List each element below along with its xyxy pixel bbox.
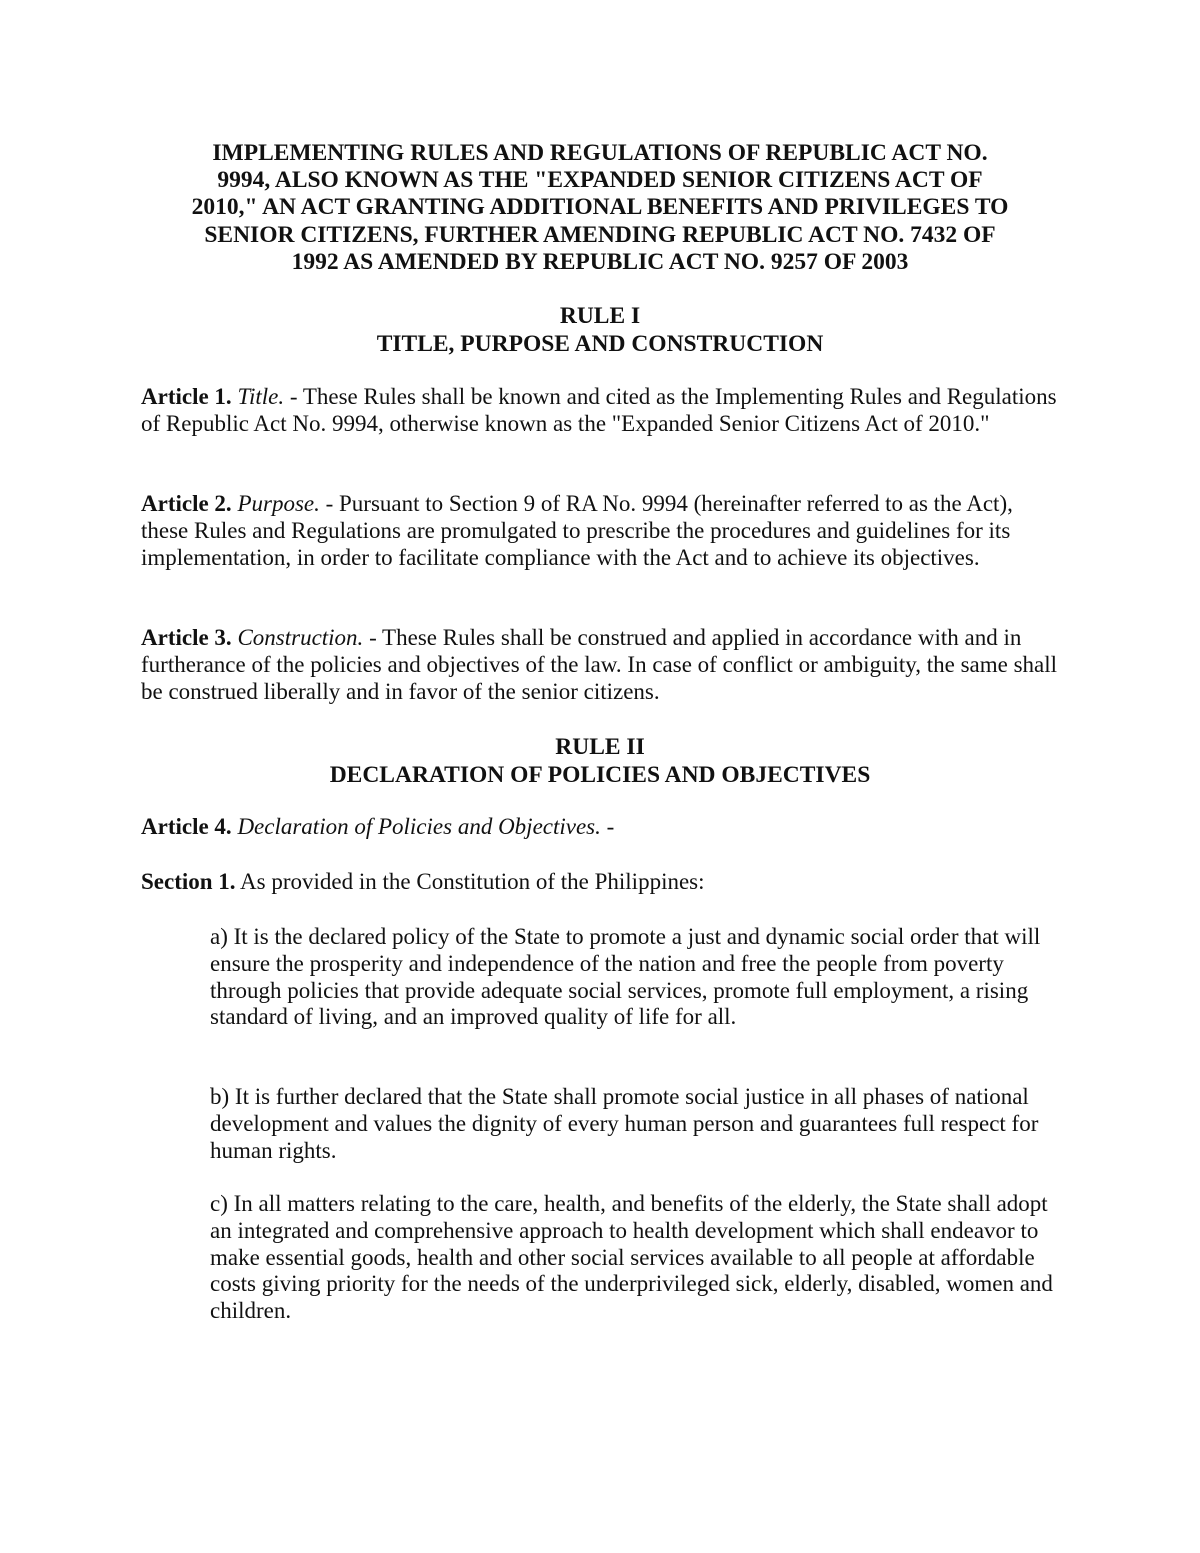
article-1-label: Article 1. xyxy=(141,384,232,409)
article-2-caption: Purpose. xyxy=(237,491,320,516)
article-2-text: - Pursuant to Section 9 of RA No. 9994 (hereinafter referred to as the Act), these Rules and Regulations are promulgated to prescribe the procedures and guidelines for its implementation, in order to facilitate compliance with the Act and to achieve its objectives. xyxy=(141,491,1013,570)
document-title xyxy=(150,140,1050,276)
article-1-text: - These Rules shall be known and cited as the Implementing Rules and Regulations of Republic Act No. 9994, otherwise known as the "Expanded Senior Citizens Act of 2010." xyxy=(141,384,1057,436)
article-1 xyxy=(141,384,1061,438)
article-2 xyxy=(141,491,1061,571)
article-3-text: - These Rules shall be construed and applied in accordance with and in furtherance of the policies and objectives of the law. In case of conflict or ambiguity, the same shall be construed liberally and in favor of the senior citizens. xyxy=(141,625,1058,704)
rule-1-heading xyxy=(150,302,1050,358)
rule-1-label: RULE I xyxy=(559,303,641,329)
title-line: SENIOR CITIZENS, FURTHER AMENDING REPUBLIC ACT NO. 7432 OF xyxy=(204,221,996,248)
section-1-item-c: c) In all matters relating to the care, health, and benefits of the elderly, the State shall adopt an integrated and comprehensive approach to health development which shall endeavor to make essential goods, health and other social services available to all people at affordable costs giving priority for the needs of the underprivileged sick, elderly, disabled, women and children. xyxy=(210,1191,1053,1324)
rule-2-heading xyxy=(150,733,1050,789)
title-line: IMPLEMENTING RULES AND REGULATIONS OF REPUBLIC ACT NO. xyxy=(212,140,988,166)
rule-1-title: TITLE, PURPOSE AND CONSTRUCTION xyxy=(376,331,824,357)
article-4-text: - xyxy=(600,814,615,839)
article-4 xyxy=(141,814,1061,841)
article-3-label: Article 3. xyxy=(141,625,232,650)
article-2-label: Article 2. xyxy=(141,491,232,516)
section-1-label: Section 1. xyxy=(141,869,236,894)
article-3-caption: Construction. xyxy=(237,625,364,650)
article-1-caption: Title. xyxy=(237,384,285,409)
article-4-label: Article 4. xyxy=(141,814,232,839)
section-1-item-b: b) It is further declared that the State shall promote social justice in all phases of national development and values the dignity of every human person and guarantees full respect for human rights. xyxy=(210,1084,1039,1163)
section-1 xyxy=(141,869,1061,896)
rule-2-label: RULE II xyxy=(555,734,645,760)
title-line: 1992 AS AMENDED BY REPUBLIC ACT NO. 9257 OF 2003 xyxy=(291,248,909,275)
title-line: 9994, ALSO KNOWN AS THE "EXPANDED SENIOR CITIZENS ACT OF xyxy=(217,167,983,194)
section-1-text: As provided in the Constitution of the Philippines: xyxy=(235,869,705,894)
rule-2-title: DECLARATION OF POLICIES AND OBJECTIVES xyxy=(329,762,871,788)
article-4-caption: Declaration of Policies and Objectives. xyxy=(237,814,601,839)
title-line: 2010," AN ACT GRANTING ADDITIONAL BENEFITS AND PRIVILEGES TO xyxy=(191,194,1009,221)
section-1-item-a: a) It is the declared policy of the State to promote a just and dynamic social order that will ensure the prosperity and independence of the nation and free the people from poverty through policies that provide adequate social services, promote full employment, a rising standard of living, and an improved quality of life for all. xyxy=(210,924,1041,1030)
article-3 xyxy=(141,625,1061,705)
